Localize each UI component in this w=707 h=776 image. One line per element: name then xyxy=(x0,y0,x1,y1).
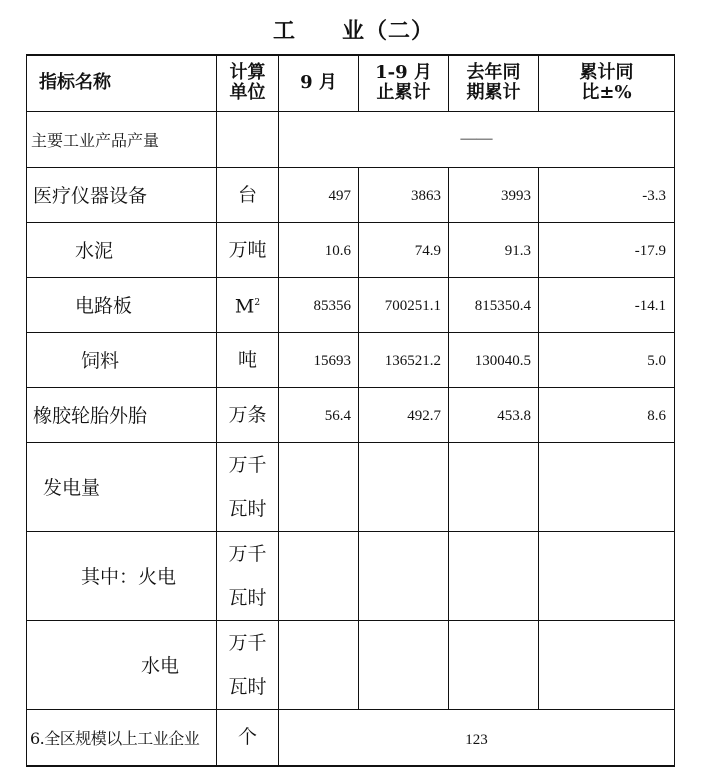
row-unit xyxy=(217,531,279,620)
header-cumulative xyxy=(359,55,449,111)
row-previous xyxy=(449,442,539,531)
row-previous: 815350.4 xyxy=(449,277,539,332)
unit-line2: 瓦时 xyxy=(228,497,267,520)
row-month: 10.6 xyxy=(279,222,359,277)
row-unit xyxy=(217,620,279,709)
row-percent xyxy=(539,531,675,620)
row-name: 橡胶轮胎外胎 xyxy=(27,387,217,442)
row-month: 497 xyxy=(279,167,359,222)
industry-table xyxy=(26,54,675,767)
header-prev-line1: 去年同 xyxy=(466,62,521,84)
table-row xyxy=(27,442,675,531)
row-name: 其中：火电 xyxy=(27,531,217,620)
header-pct-line1: 累计同 xyxy=(579,62,634,84)
table-row xyxy=(27,332,675,387)
row-cumulative: 74.9 xyxy=(359,222,449,277)
table-row xyxy=(27,277,675,332)
row-percent xyxy=(539,442,675,531)
row-percent: -17.9 xyxy=(539,222,675,277)
row-percent xyxy=(539,620,675,709)
row-percent: -14.1 xyxy=(539,277,675,332)
header-unit xyxy=(217,55,279,111)
row-cumulative xyxy=(359,620,449,709)
row-previous: 453.8 xyxy=(449,387,539,442)
row-unit: 万吨 xyxy=(217,222,279,277)
row-percent: -3.3 xyxy=(539,167,675,222)
unit-line2: 瓦时 xyxy=(228,675,267,698)
header-cum-line1: 1-9 月 xyxy=(375,62,432,84)
unit-line1: 万千 xyxy=(228,631,267,654)
row-cumulative xyxy=(359,531,449,620)
row-unit: 个 xyxy=(217,709,279,766)
row-percent: 8.6 xyxy=(539,387,675,442)
header-pct-line2: 比±% xyxy=(581,82,632,104)
row-cumulative: 3863 xyxy=(359,167,449,222)
row-name: 发电量 xyxy=(27,442,217,531)
header-previous xyxy=(449,55,539,111)
row-month: 85356 xyxy=(279,277,359,332)
row-previous xyxy=(449,620,539,709)
row-cumulative: 700251.1 xyxy=(359,277,449,332)
header-name: 指标名称 xyxy=(27,55,217,111)
row-unit: 吨 xyxy=(217,332,279,387)
row-month: 56.4 xyxy=(279,387,359,442)
row-previous: 91.3 xyxy=(449,222,539,277)
table-row xyxy=(27,111,675,167)
header-prev-line2: 期累计 xyxy=(466,82,521,104)
row-percent: 5.0 xyxy=(539,332,675,387)
row-unit: 台 xyxy=(217,167,279,222)
row-unit xyxy=(217,277,279,332)
header-cum-line2: 止累计 xyxy=(376,82,431,104)
row-unit xyxy=(217,111,279,167)
table-row xyxy=(27,222,675,277)
row-previous: 3993 xyxy=(449,167,539,222)
header-unit-line1: 计算 xyxy=(229,62,266,84)
table-row xyxy=(27,709,675,766)
row-name: 饲料 xyxy=(27,332,217,387)
row-month: 15693 xyxy=(279,332,359,387)
unit-line1: 万千 xyxy=(228,542,267,565)
row-name: 水电 xyxy=(27,620,217,709)
header-row xyxy=(27,55,675,111)
row-month xyxy=(279,442,359,531)
row-unit xyxy=(217,442,279,531)
header-percent xyxy=(539,55,675,111)
header-month: 9 月 xyxy=(279,55,359,111)
unit-text: M xyxy=(234,295,255,318)
unit-line2: 瓦时 xyxy=(228,586,267,609)
unit-line1: 万千 xyxy=(228,453,267,476)
row-unit: 万条 xyxy=(217,387,279,442)
row-name: 水泥 xyxy=(27,222,217,277)
row-cumulative xyxy=(359,442,449,531)
table-row xyxy=(27,167,675,222)
page-title: 工 业（二） xyxy=(272,18,434,44)
row-value: 123 xyxy=(279,709,675,766)
row-previous xyxy=(449,531,539,620)
row-name: 电路板 xyxy=(27,277,217,332)
row-name: 主要工业产品产量 xyxy=(27,111,217,167)
unit-superscript: 2 xyxy=(254,297,261,308)
row-name: 医疗仪器设备 xyxy=(27,167,217,222)
row-name: 6.全区规模以上工业企业 xyxy=(27,709,217,766)
row-cumulative: 492.7 xyxy=(359,387,449,442)
table-row xyxy=(27,531,675,620)
row-previous: 130040.5 xyxy=(449,332,539,387)
row-dash: —— xyxy=(279,111,675,167)
header-unit-line2: 单位 xyxy=(229,82,266,104)
row-month xyxy=(279,531,359,620)
row-cumulative: 136521.2 xyxy=(359,332,449,387)
table-row xyxy=(27,387,675,442)
row-month xyxy=(279,620,359,709)
table-row xyxy=(27,620,675,709)
